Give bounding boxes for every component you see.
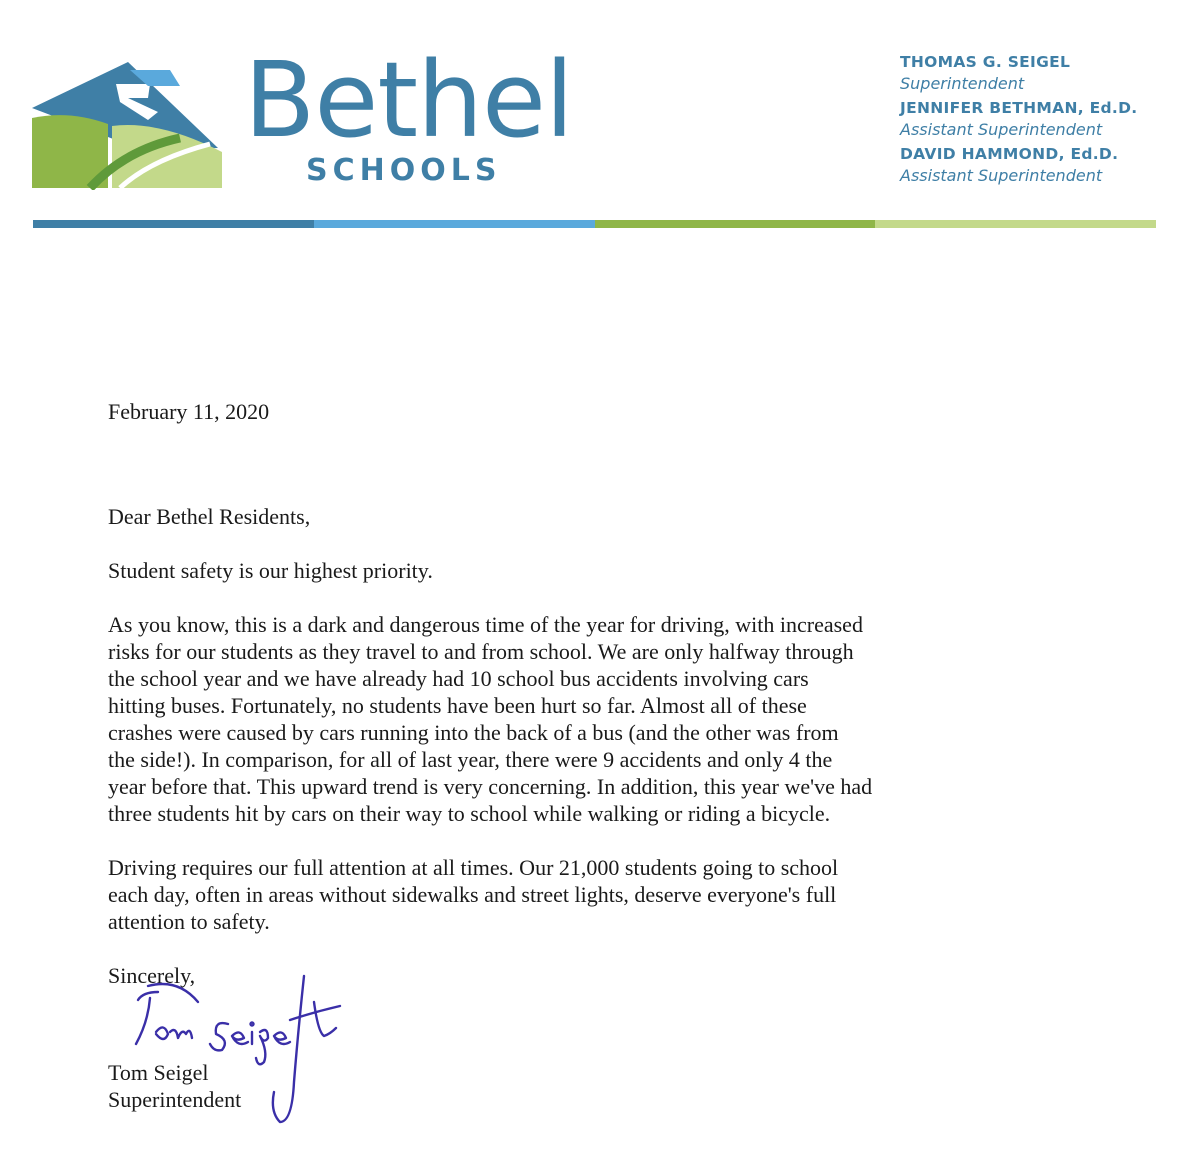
text-line: the side!). In comparison, for all of last year, there were 9 accidents and only 4 the (108, 747, 833, 772)
letterhead (0, 0, 1200, 240)
opening-line: Student safety is our highest priority. (108, 558, 433, 583)
text-line: the school year and we have already had 10 school bus accidents involving cars (108, 666, 809, 691)
officials-list (900, 52, 1190, 190)
text-line: Driving requires our full attention at all times. Our 21,000 students going to school (108, 855, 839, 880)
official-name: JENNIFER BETHMAN, Ed.D. (900, 99, 1138, 117)
official-title: Assistant Superintendent (900, 166, 1103, 185)
closing-block (108, 962, 1168, 1113)
org-name: Bethel (244, 39, 573, 161)
text-line: As you know, this is a dark and dangerous time of the year for driving, with increased (108, 612, 863, 637)
signer-title: Superintendent (108, 1087, 242, 1112)
divider-segment-green (595, 220, 876, 228)
official-name: DAVID HAMMOND, Ed.D. (900, 145, 1119, 163)
text-line: crashes were caused by cars running into the back of a bus (and the other was from (108, 720, 839, 745)
official-name: THOMAS G. SEIGEL (900, 53, 1071, 71)
closing: Sincerely, (108, 963, 196, 988)
letter-date: February 11, 2020 (108, 399, 270, 424)
official-entry (900, 52, 1190, 95)
text-line: attention to safety. (108, 909, 270, 934)
letter-body (108, 398, 1168, 1113)
text-line: each day, often in areas without sidewalks and street lights, deserve everyone's full (108, 882, 837, 907)
salutation: Dear Bethel Residents, (108, 504, 311, 529)
org-subtitle: SCHOOLS (306, 153, 502, 188)
letterhead-divider (33, 220, 1156, 228)
paragraph-accidents (108, 611, 1168, 827)
text-line: hitting buses. Fortunately, no students have been hurt so far. Almost all of these (108, 693, 807, 718)
divider-segment-blue (33, 220, 314, 228)
paragraph-attention (108, 854, 1168, 935)
text-line: three students hit by cars on their way to school while walking or riding a bicycle. (108, 801, 831, 826)
text-line: year before that. This upward trend is very concerning. In addition, this year we've had (108, 774, 873, 799)
text-line: risks for our students as they travel to and from school. We are only halfway through (108, 639, 854, 664)
official-entry (900, 98, 1190, 141)
official-entry (900, 144, 1190, 187)
official-title: Superintendent (900, 74, 1025, 93)
bethel-logo-icon (30, 40, 230, 190)
divider-segment-light-blue (314, 220, 595, 228)
divider-segment-light-green (875, 220, 1156, 228)
official-title: Assistant Superintendent (900, 120, 1103, 139)
signer-name: Tom Seigel (108, 1060, 209, 1085)
